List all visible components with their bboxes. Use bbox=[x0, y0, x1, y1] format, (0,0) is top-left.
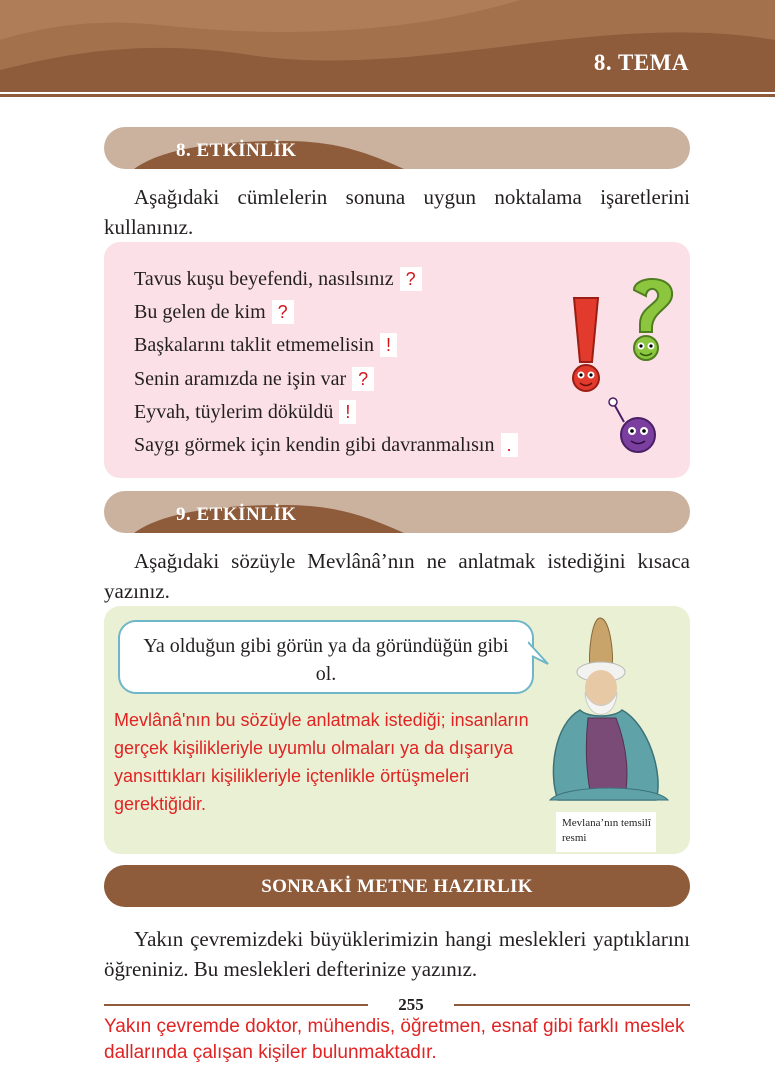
activity8-instruction: Aşağıdaki cümlelerin sonuna uygun noktalama işaretlerini kullanınız. bbox=[104, 185, 690, 239]
activity9-instruction: Aşağıdaki sözüyle Mevlânâ’nın ne anlatmak istediğini kısaca yazınız. bbox=[104, 549, 690, 603]
activity9-title: 9. ETKİNLİK bbox=[176, 504, 297, 525]
page-number: 255 bbox=[398, 995, 424, 1014]
punctuation-answer: ? bbox=[272, 300, 294, 324]
question-mark-character-icon bbox=[634, 279, 672, 360]
punctuation-answer: ? bbox=[352, 367, 374, 391]
punctuation-answer: ! bbox=[380, 333, 397, 357]
prep-title: SONRAKİ METNE HAZIRLIK bbox=[261, 876, 533, 897]
activity9-header bbox=[104, 491, 690, 533]
sentence-6: Saygı görmek için kendin gibi davranmalısın . bbox=[134, 432, 518, 458]
prep-answer: Yakın çevremde doktor, mühendis, öğretmen, esnaf gibi farklı meslek dallarında çalışan kişiler bulunmaktadır. bbox=[104, 1016, 685, 1063]
period-character-icon bbox=[609, 398, 655, 452]
activity8-header bbox=[104, 127, 690, 169]
footer-rule-left bbox=[104, 1004, 368, 1006]
activity9-answer: Mevlânâ'nın bu sözüyle anlatmak istediği; insanların gerçek kişilikleriyle uyumlu olmaları ya da dışarıya yansıttıkları kişilikleriyle içtenlikle örtüşmeleri gerektiğidir. bbox=[114, 710, 529, 814]
sentence-3: Başkalarını taklit etmemelisin ! bbox=[134, 332, 397, 358]
sentence-2: Bu gelen de kim ? bbox=[134, 299, 294, 325]
activity8-sentence-box bbox=[104, 242, 690, 478]
quote-speech-bubble bbox=[118, 620, 534, 694]
header-band bbox=[0, 0, 775, 92]
punctuation-characters-illustration bbox=[540, 270, 690, 470]
punctuation-answer: ? bbox=[400, 267, 422, 291]
portrait-caption: Mevlana’nın temsilî resmi bbox=[556, 812, 656, 852]
footer-rule-right bbox=[454, 1004, 690, 1006]
exclamation-mark-character-icon bbox=[573, 298, 599, 391]
punctuation-answer: ! bbox=[339, 400, 356, 424]
activity8-title: 8. ETKİNLİK bbox=[176, 140, 297, 161]
mevlana-quote: Ya olduğun gibi görün ya da göründüğün gibi ol. bbox=[143, 635, 509, 685]
header-wave-decoration bbox=[0, 0, 775, 92]
activity9-box bbox=[104, 606, 690, 854]
header-rule bbox=[0, 94, 775, 97]
theme-label: 8. TEMA bbox=[593, 50, 689, 75]
mevlana-portrait-illustration bbox=[544, 614, 684, 814]
prep-header bbox=[104, 865, 690, 907]
punctuation-answer: . bbox=[501, 433, 518, 457]
prep-instruction: Yakın çevremizdeki büyüklerimizin hangi meslekleri yaptıklarını öğreniniz. Bu meslekleri defterinize yazınız. bbox=[104, 927, 690, 981]
sentence-4: Senin aramızda ne işin var ? bbox=[134, 366, 374, 392]
sentence-5: Eyvah, tüylerim döküldü ! bbox=[134, 399, 356, 425]
sentence-1: Tavus kuşu beyefendi, nasılsınız ? bbox=[134, 266, 422, 292]
